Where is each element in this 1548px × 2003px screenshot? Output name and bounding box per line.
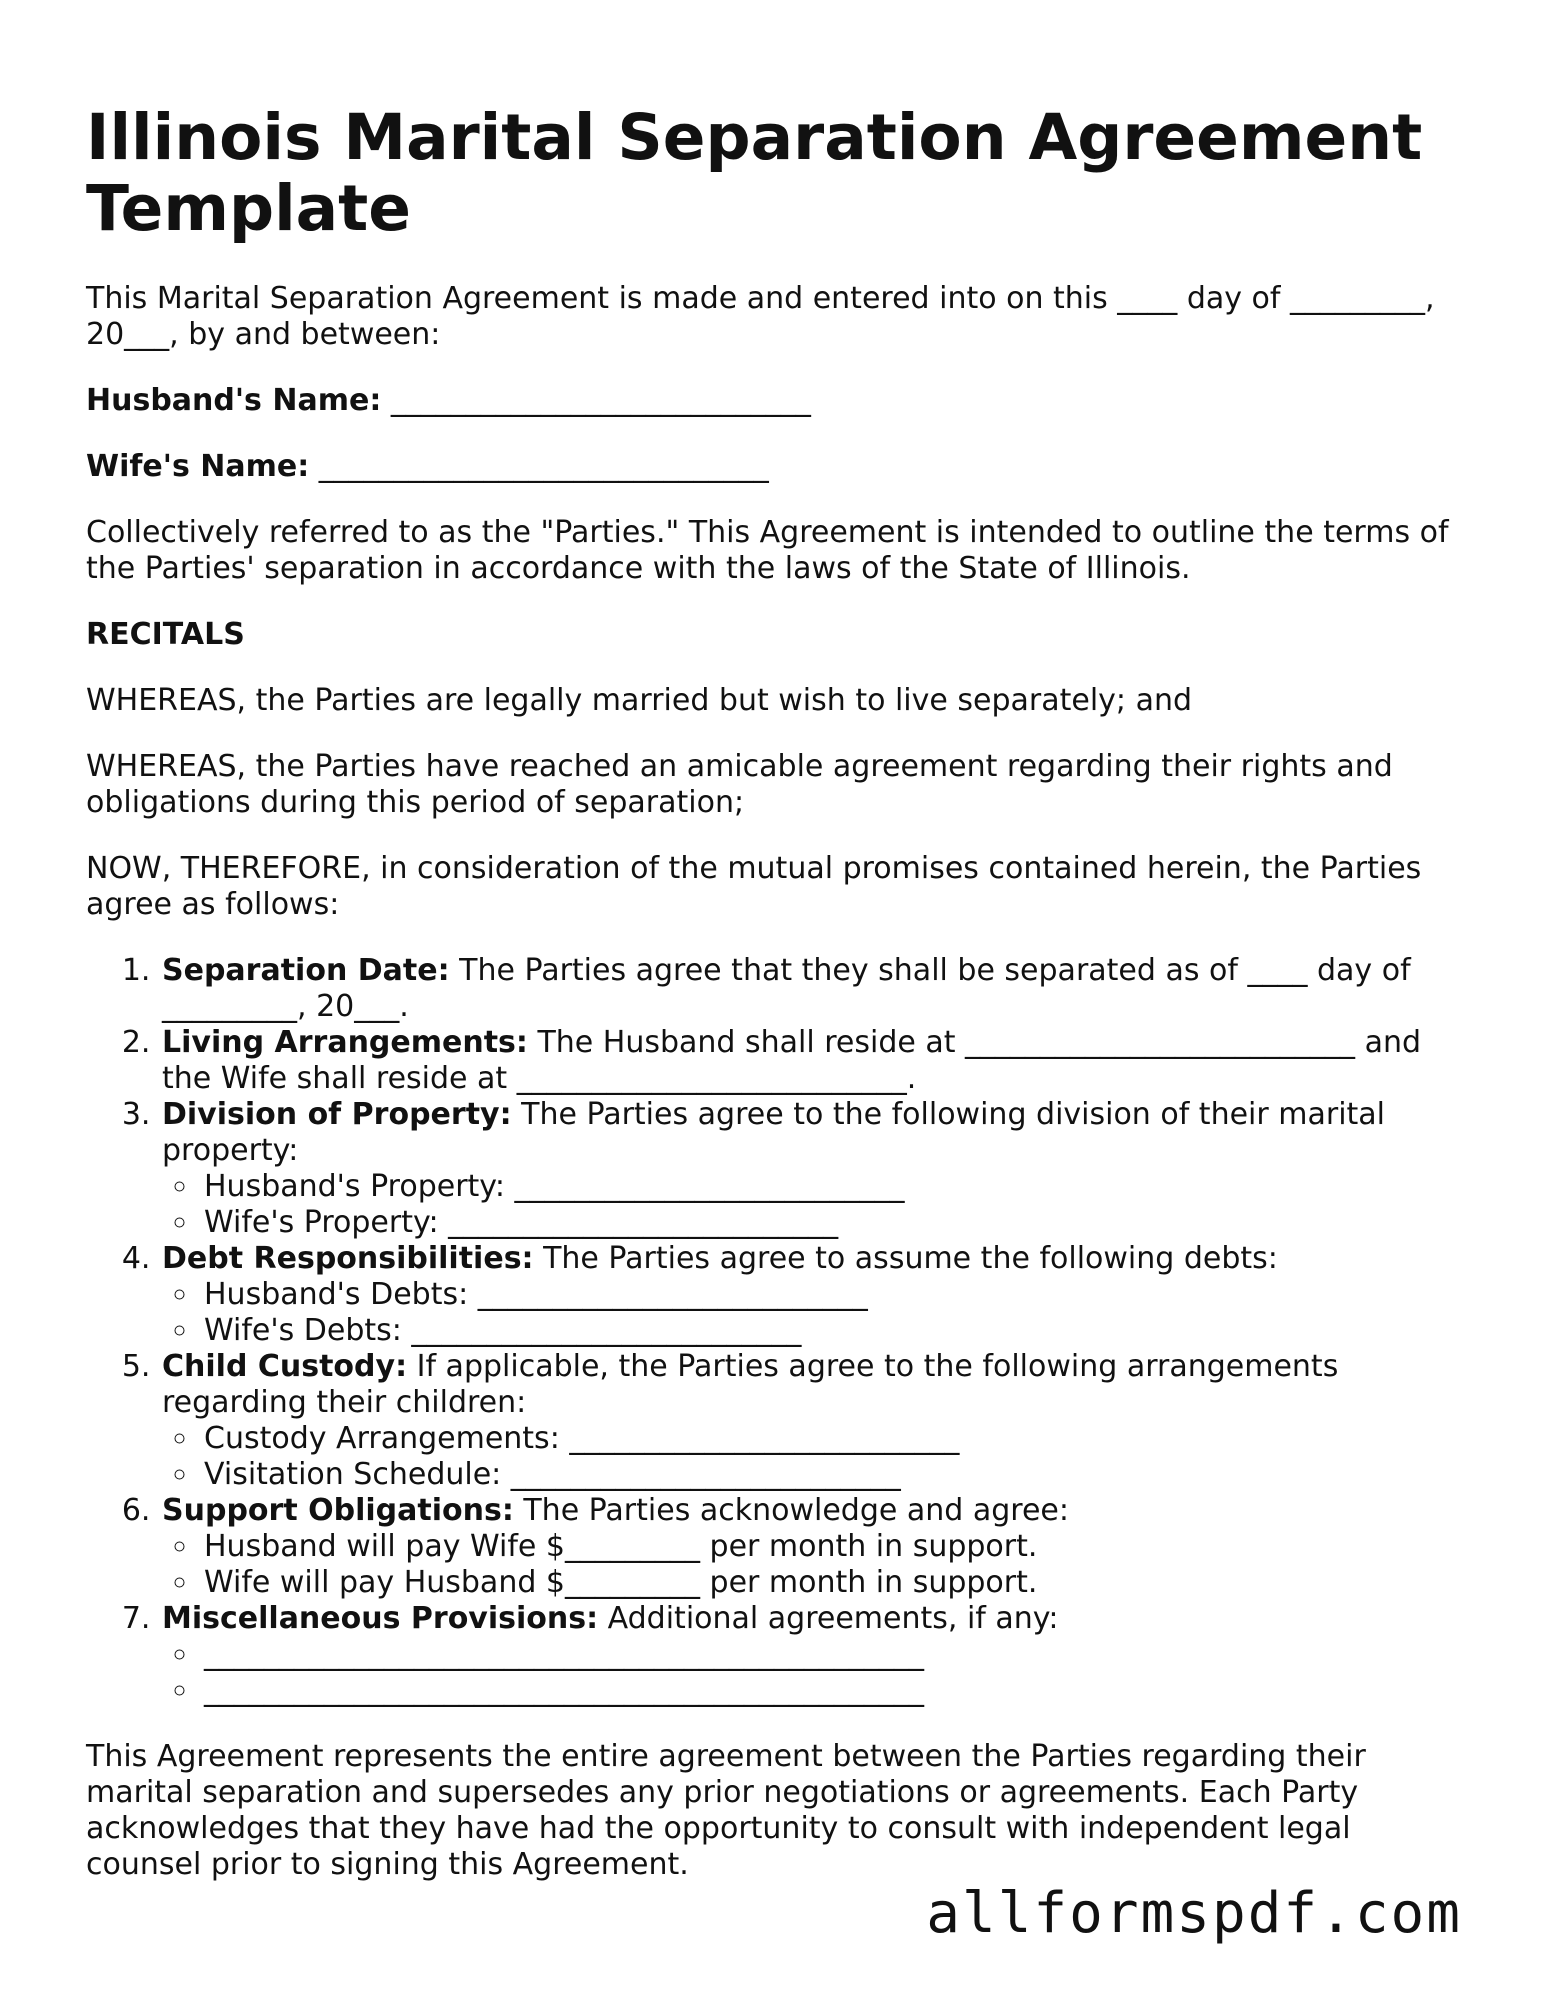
term-text: The Husband shall reside at __________________________ and the Wife shall reside at __________________________.: [162, 1025, 1422, 1096]
list-item: ◦ Husband's Debts: __________________________: [200, 1277, 1462, 1313]
term-support-obligations: [160, 1493, 1462, 1601]
term-division-of-property: [160, 1097, 1462, 1241]
list-item: ◦ Husband will pay Wife $_________ per month in support.: [200, 1529, 1462, 1565]
term-title: Living Arrangements:: [162, 1025, 528, 1060]
list-item: ◦ ________________________________________________: [200, 1673, 1462, 1709]
term-living-arrangements: [160, 1025, 1462, 1097]
whereas-paragraph-1: WHEREAS, the Parties are legally married but wish to live separately; and: [86, 683, 1193, 718]
term-title: Support Obligations:: [162, 1493, 514, 1528]
term-separation-date: [160, 953, 1462, 1025]
list-item: ◦ ________________________________________________: [200, 1637, 1462, 1673]
terms-list: [86, 953, 1462, 1709]
husband-name-blank: ____________________________: [390, 383, 811, 418]
wife-name-field: [86, 449, 1462, 485]
term-miscellaneous-provisions: [160, 1601, 1462, 1709]
term-text: The Parties agree that they shall be separated as of ____ day of _________, 20___.: [162, 953, 1411, 1024]
term-text: The Parties acknowledge and agree:: [513, 1493, 1069, 1528]
term-title: Division of Property:: [162, 1097, 512, 1132]
list-item: ◦ Custody Arrangements: __________________________: [200, 1421, 1462, 1457]
watermark: allformspdf.com: [926, 1881, 1462, 1946]
term-sublist: [162, 1421, 1462, 1493]
closing-paragraph: This Agreement represents the entire agreement between the Parties regarding their marital separation and supersedes any prior negotiations or agreements. Each Party acknowledges that they have had the opportunity to consult with independent legal counsel prior to signing this Agreement.: [86, 1739, 1366, 1882]
wife-name-label: Wife's Name:: [86, 449, 310, 484]
term-debt-responsibilities: [160, 1241, 1462, 1349]
intro-paragraph: This Marital Separation Agreement is made and entered into on this ____ day of _________, 20___, by and between:: [86, 281, 1435, 352]
now-therefore-paragraph: NOW, THEREFORE, in consideration of the mutual promises contained herein, the Parties agree as follows:: [86, 851, 1422, 922]
term-sublist: [162, 1529, 1462, 1601]
husband-name-label: Husband's Name:: [86, 383, 382, 418]
document-title: Illinois Marital Separation Agreement Template: [86, 101, 1423, 245]
term-title: Separation Date:: [162, 953, 450, 988]
husband-name-field: [86, 383, 1462, 419]
whereas-paragraph-2: WHEREAS, the Parties have reached an amicable agreement regarding their rights and obligations during this period of separation;: [86, 749, 1393, 820]
term-text: The Parties agree to assume the following debts:: [533, 1241, 1278, 1276]
list-item: ◦ Visitation Schedule: __________________________: [200, 1457, 1462, 1493]
recitals-heading: RECITALS: [86, 617, 245, 652]
collective-paragraph: Collectively referred to as the "Parties." This Agreement is intended to outline the terms of the Parties' separation in accordance with the laws of the State of Illinois.: [86, 515, 1449, 586]
list-item: ◦ Wife's Debts: __________________________: [200, 1313, 1462, 1349]
list-item: ◦ Wife will pay Husband $_________ per month in support.: [200, 1565, 1462, 1601]
list-item: ◦ Wife's Property: __________________________: [200, 1205, 1462, 1241]
term-sublist: [162, 1277, 1462, 1349]
term-title: Debt Responsibilities:: [162, 1241, 534, 1276]
term-sublist: [162, 1169, 1462, 1241]
term-text: Additional agreements, if any:: [598, 1601, 1059, 1636]
term-child-custody: [160, 1349, 1462, 1493]
term-sublist: [162, 1637, 1462, 1709]
term-text: The Parties agree to the following division of their marital property:: [162, 1097, 1386, 1168]
wife-name-blank: ______________________________: [318, 449, 769, 484]
list-item: ◦ Husband's Property: __________________________: [200, 1169, 1462, 1205]
term-title: Child Custody:: [162, 1349, 408, 1384]
term-title: Miscellaneous Provisions:: [162, 1601, 599, 1636]
term-text: If applicable, the Parties agree to the following arrangements regarding their children:: [162, 1349, 1339, 1420]
